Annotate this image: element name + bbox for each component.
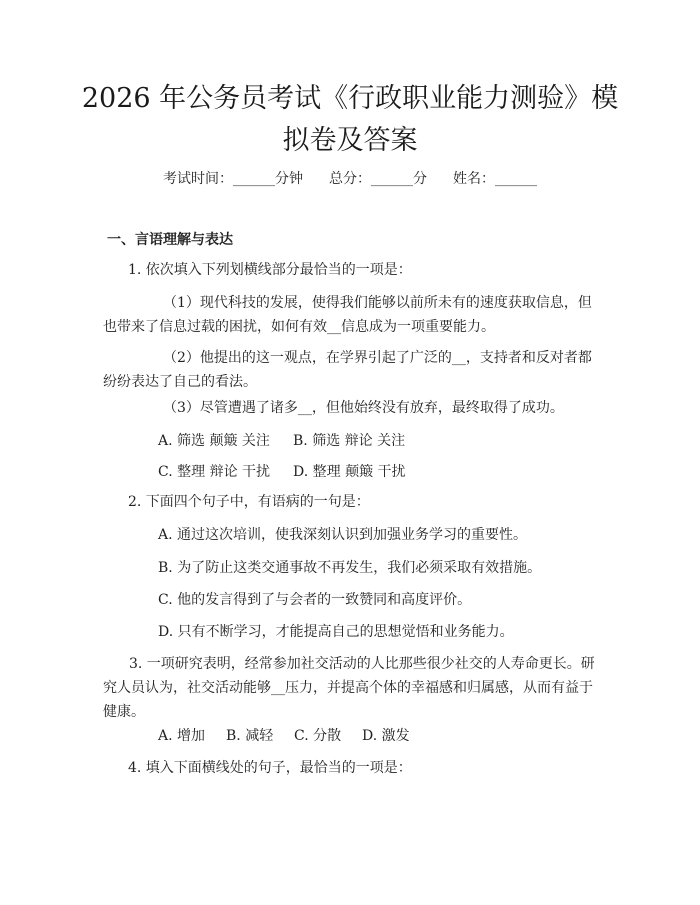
question-1-options-row-2: [158, 460, 598, 484]
title-line-2: 拟卷及答案: [282, 125, 418, 156]
question-3-options: [158, 724, 598, 748]
question-2-option-d[interactable]: D. 只有不断学习，才能提高自己的思想觉悟和业务能力。: [158, 624, 514, 640]
exam-time: 考试时间：______分钟: [163, 171, 303, 187]
section-heading: 一、言语理解与表达: [107, 232, 233, 248]
question-1-stem: 1. 依次填入下列划横线部分最恰当的一项是：: [128, 262, 412, 278]
question-1-option-a[interactable]: A. 筛选 颠簸 关注: [158, 433, 270, 449]
question-1-options-row-1: [158, 429, 598, 453]
question-1-sentence-1: （1）现代科技的发展，使得我们能够以前所未有的速度获取信息，但也带来了信息过载的困扰，如何有效__信息成为一项重要能力。: [103, 295, 592, 335]
exam-meta: [0, 168, 700, 188]
question-1-option-c[interactable]: C. 整理 辩论 干扰: [158, 464, 271, 480]
question-2-option-b[interactable]: B. 为了防止这类交通事故不再发生，我们必须采取有效措施。: [158, 560, 542, 576]
document-title: [60, 78, 640, 162]
question-1-sentence-3: （3）尽管遭遇了诸多__，但他始终没有放弃，最终取得了成功。: [163, 400, 564, 416]
question-4-stem: 4. 填入下面横线处的句子，最恰当的一项是：: [128, 760, 412, 776]
question-3-option-d[interactable]: D. 激发: [362, 728, 410, 744]
question-3-stem: 3. 一项研究表明，经常参加社交活动的人比那些很少社交的人寿命更长。研究人员认为，社交活动能够__压力，并提高个体的幸福感和归属感，从而有益于健康。: [103, 656, 595, 720]
question-1-sentence-2: （2）他提出的这一观点，在学界引起了广泛的__，支持者和反对者都纷纷表达了自己的看法。: [103, 350, 592, 390]
question-3-option-a[interactable]: A. 增加: [158, 728, 206, 744]
question-2-option-c[interactable]: C. 他的发言得到了与会者的一致赞同和高度评价。: [158, 592, 472, 608]
title-line-1: 2026 年公务员考试《行政职业能力测验》模: [81, 83, 619, 114]
exam-score: 总分：______分: [329, 171, 427, 187]
question-1-option-d[interactable]: D. 整理 颠簸 干扰: [293, 464, 406, 480]
question-2-option-a[interactable]: A. 通过这次培训，使我深刻认识到加强业务学习的重要性。: [158, 527, 528, 543]
question-3-option-b[interactable]: B. 减轻: [226, 728, 274, 744]
question-1-option-b[interactable]: B. 筛选 辩论 关注: [293, 433, 406, 449]
exam-name: 姓名：______: [453, 171, 537, 187]
question-3-option-c[interactable]: C. 分散: [294, 728, 342, 744]
question-2-stem: 2. 下面四个句子中，有语病的一句是：: [128, 494, 370, 510]
